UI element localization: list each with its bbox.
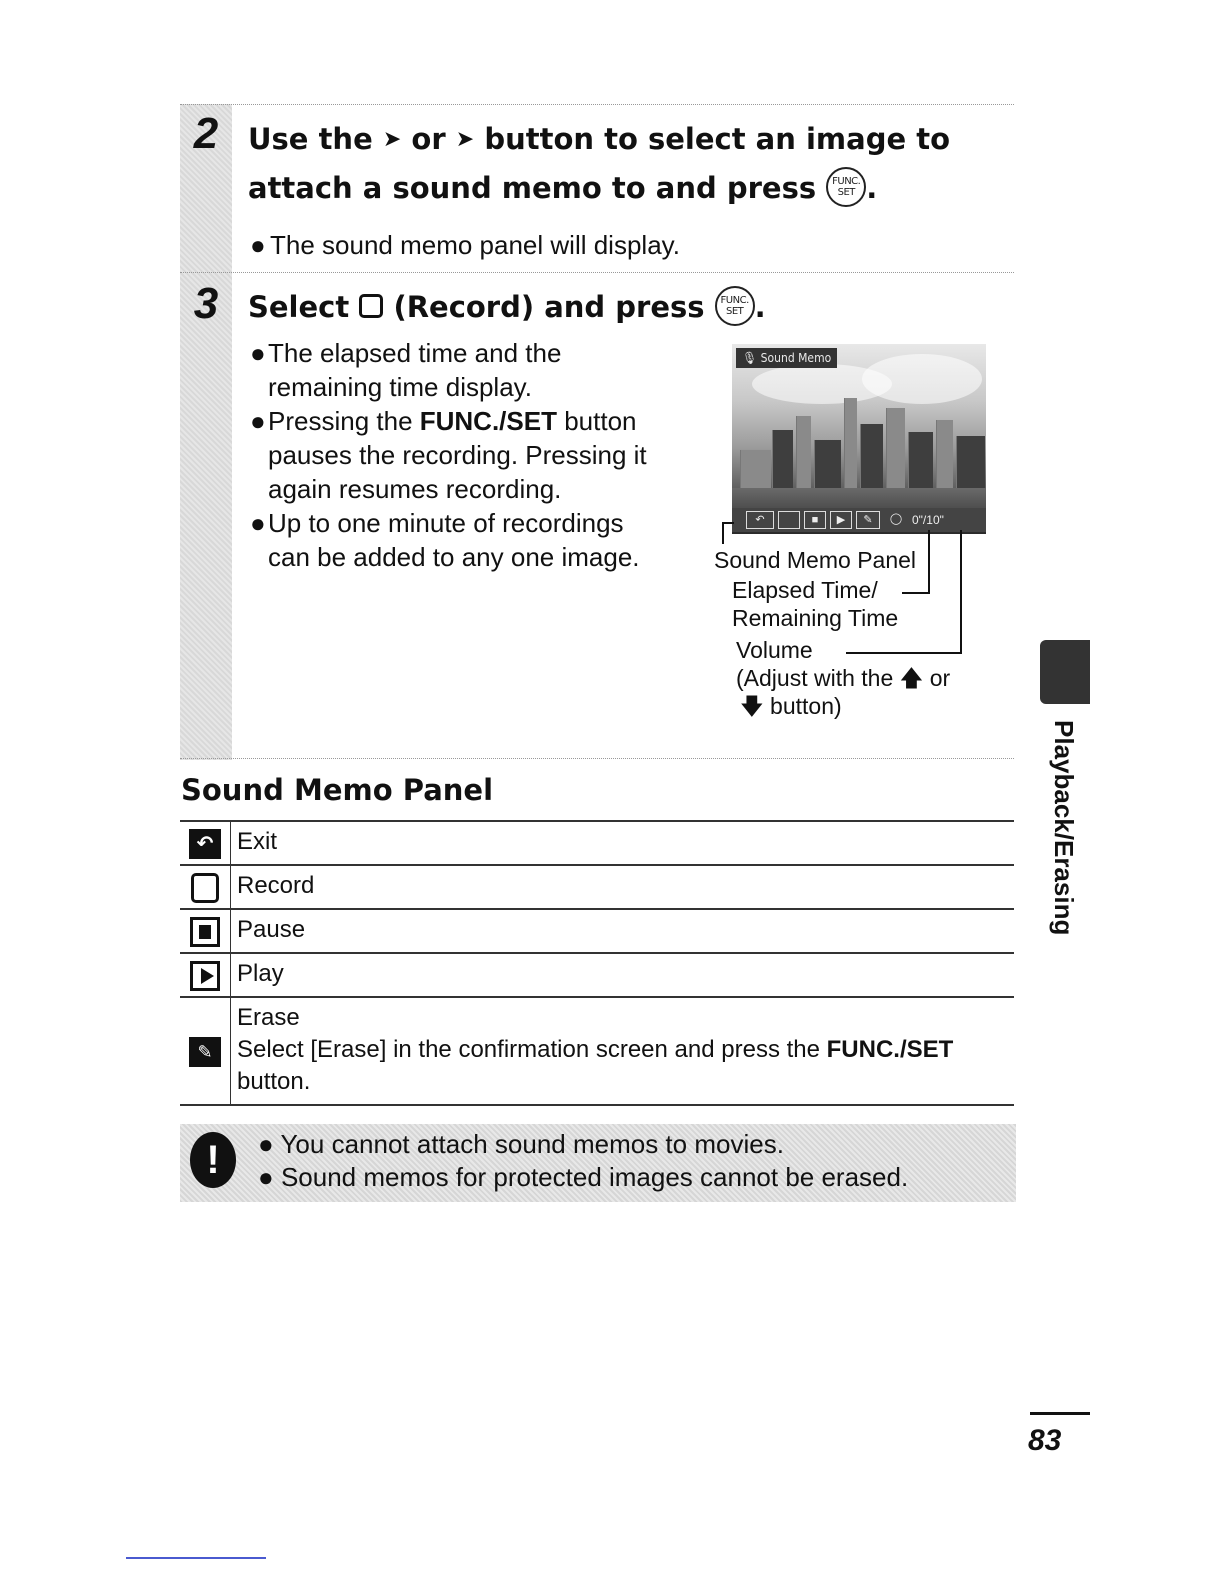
play-icon: ▶ bbox=[830, 511, 852, 529]
table-row: ↶ Exit bbox=[180, 821, 1014, 865]
table-row: Record bbox=[180, 865, 1014, 909]
page-rule bbox=[1030, 1412, 1090, 1415]
func-set-icon: FUNC. SET bbox=[826, 167, 866, 207]
up-arrow-icon: 🡅 bbox=[899, 665, 924, 691]
down-arrow-icon: 🡇 bbox=[740, 693, 764, 719]
table-row: ✎ Erase Select [Erase] in the confirmation screen and press the FUNC./SET button. bbox=[180, 997, 1014, 1105]
exit-icon: ↶ bbox=[746, 511, 774, 529]
side-tab-marker bbox=[1040, 640, 1090, 704]
list-item: ● Pressing the FUNC./SET button pauses the recording. Pressing it again resumes recording. bbox=[250, 406, 647, 504]
step-rule bbox=[180, 272, 1014, 273]
erase-icon: ✎ bbox=[189, 1037, 221, 1067]
callout-panel: Sound Memo Panel bbox=[714, 547, 917, 573]
step-heading bbox=[248, 116, 950, 212]
list-item: ● The elapsed time and the remaining time display. bbox=[250, 338, 562, 402]
func-set-icon: FUNC. SET bbox=[715, 286, 755, 326]
heading-text: button to select an image to bbox=[484, 122, 951, 156]
step-heading bbox=[248, 284, 766, 331]
callout-volume: Volume bbox=[736, 637, 813, 663]
screen-title: 🎙 Sound Memo bbox=[736, 348, 837, 368]
callout-adjust: (Adjust with the 🡅 or 🡇 button) bbox=[736, 665, 951, 719]
record-icon bbox=[359, 294, 383, 318]
step-bullets bbox=[250, 336, 700, 574]
left-arrow-icon: ➤ bbox=[382, 126, 402, 152]
step-band bbox=[180, 104, 232, 760]
heading-text: attach a sound memo to and press bbox=[248, 170, 817, 205]
step-rule bbox=[180, 104, 1014, 105]
record-icon bbox=[191, 873, 219, 903]
heading-text: . bbox=[866, 170, 878, 205]
table-row: Play bbox=[180, 953, 1014, 997]
heading-text: . bbox=[754, 290, 766, 324]
callout-elapsed: Elapsed Time/ bbox=[732, 577, 878, 603]
pause-icon: ■ bbox=[804, 511, 826, 529]
callout-remaining: Remaining Time bbox=[732, 605, 899, 631]
volume-icon: ◯ bbox=[889, 513, 903, 525]
caution-icon: ! bbox=[190, 1132, 236, 1188]
step-bullet: ● The sound memo panel will display. bbox=[250, 230, 680, 260]
step-rule bbox=[180, 758, 1014, 759]
screen-control-bar bbox=[732, 508, 986, 532]
heading-text: Select bbox=[248, 290, 350, 324]
table-row: Pause bbox=[180, 909, 1014, 953]
exit-icon: ↶ bbox=[189, 829, 221, 859]
play-icon bbox=[190, 961, 220, 991]
screen-time: 0"/10" bbox=[912, 513, 944, 527]
caution-box bbox=[180, 1124, 1016, 1202]
heading-text: or bbox=[411, 122, 446, 156]
list-item: ● You cannot attach sound memos to movies. bbox=[258, 1129, 784, 1159]
step-number: 2 bbox=[193, 109, 219, 158]
section-title: Sound Memo Panel bbox=[181, 773, 494, 807]
heading-text: Use the bbox=[248, 122, 373, 156]
record-icon bbox=[778, 511, 800, 529]
sound-memo-screen bbox=[732, 344, 986, 534]
footer-rule bbox=[126, 1557, 266, 1559]
heading-text: (Record) and press bbox=[393, 290, 705, 324]
pause-icon bbox=[190, 917, 220, 947]
list-item: ● Up to one minute of recordings can be added to any one image. bbox=[250, 508, 640, 572]
page-number: 83 bbox=[1028, 1424, 1062, 1457]
side-tab-label: Playback/Erasing bbox=[1049, 720, 1079, 936]
step-number: 3 bbox=[193, 279, 219, 328]
list-item: ● Sound memos for protected images cannot be erased. bbox=[258, 1162, 909, 1192]
erase-icon: ✎ bbox=[856, 511, 880, 529]
right-arrow-icon: ➤ bbox=[455, 126, 475, 152]
sound-memo-table bbox=[180, 820, 1014, 1106]
